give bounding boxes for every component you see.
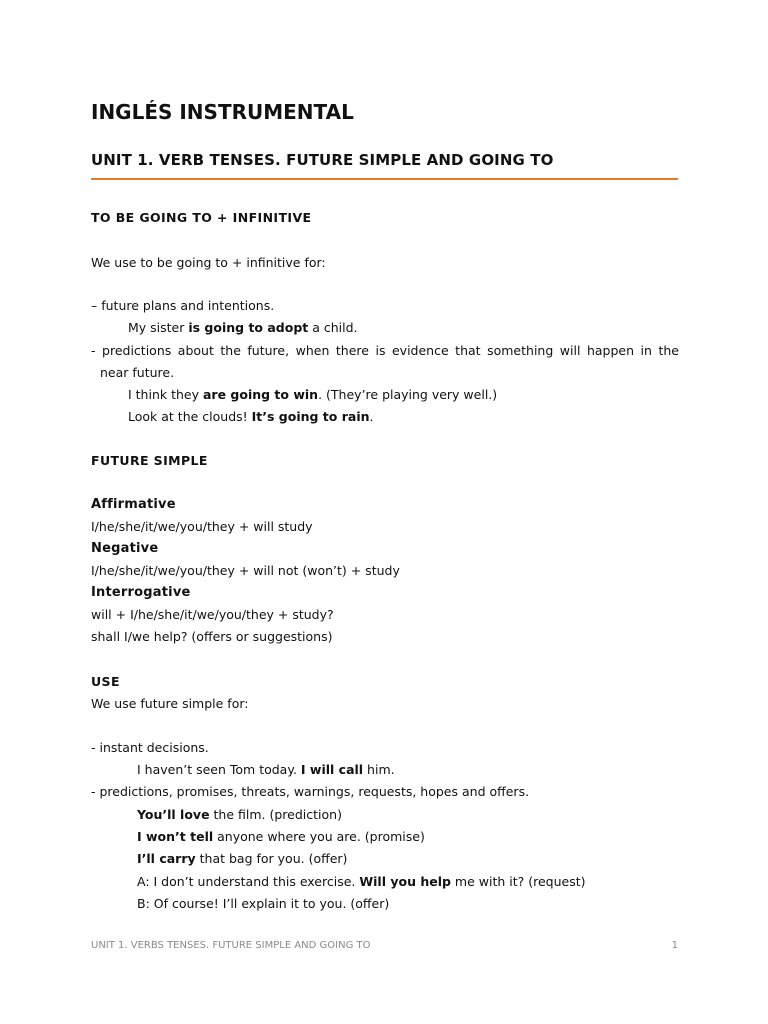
form-label-affirmative: Affirmative (91, 497, 176, 512)
example-text: Look at the clouds! (128, 409, 252, 424)
example-sentence (137, 896, 389, 911)
example-emphasis: It’s going to rain (251, 409, 370, 424)
bullet-item: - instant decisions. (91, 740, 209, 755)
example-sentence (137, 851, 347, 866)
footer-text: UNIT 1. VERBS TENSES. FUTURE SIMPLE AND GOING TO (91, 940, 371, 951)
example-text: me with it? (request) (450, 874, 586, 889)
section-heading-future-simple: FUTURE SIMPLE (91, 453, 208, 468)
example-text: A: I don’t understand this exercise. (137, 874, 360, 889)
example-text: . (369, 409, 374, 424)
form-pattern: shall I/we help? (offers or suggestions) (91, 629, 333, 644)
paragraph: We use future simple for: (91, 696, 249, 711)
title-divider (91, 178, 678, 180)
bullet-item: - predictions, promises, threats, warnings, requests, hopes and offers. (91, 784, 530, 799)
bullet-item (91, 343, 679, 358)
section-heading-use: USE (91, 674, 120, 689)
example-emphasis: I’ll carry (137, 851, 196, 866)
example-sentence (137, 829, 425, 844)
example-text: anyone where you are. (promise) (213, 829, 425, 844)
example-text: that bag for you. (offer) (195, 851, 348, 866)
form-pattern: I/he/she/it/we/you/they + will study (91, 519, 313, 534)
document-title: INGLÉS INSTRUMENTAL (91, 100, 354, 124)
example-emphasis: Will you help (359, 874, 451, 889)
example-emphasis: You’ll love (137, 807, 210, 822)
example-text: a child. (308, 320, 358, 335)
example-sentence (128, 387, 497, 402)
example-text: My sister (128, 320, 189, 335)
example-emphasis: is going to adopt (188, 320, 309, 335)
example-text: B: Of course! I’ll explain it to you. (offer) (137, 896, 390, 911)
unit-title: UNIT 1. VERB TENSES. FUTURE SIMPLE AND GOING TO (91, 151, 554, 169)
example-text: him. (363, 762, 395, 777)
section-heading-going-to: TO BE GOING TO + INFINITIVE (91, 210, 312, 225)
example-sentence (137, 762, 395, 777)
bullet-item: – future plans and intentions. (91, 298, 275, 313)
paragraph: We use to be going to + infinitive for: (91, 255, 326, 270)
page-number: 1 (671, 940, 678, 951)
example-sentence (128, 320, 358, 335)
form-label-negative: Negative (91, 541, 159, 556)
page-footer (91, 940, 678, 951)
bullet-continuation: near future. (100, 365, 175, 380)
form-label-interrogative: Interrogative (91, 585, 191, 600)
example-text: I think they (128, 387, 203, 402)
bullet-text: - predictions about the future, when there is evidence that something will happen in the (91, 343, 679, 358)
example-text: I haven’t seen Tom today. (137, 762, 301, 777)
example-sentence (137, 874, 586, 889)
example-sentence (137, 807, 342, 822)
form-pattern: will + I/he/she/it/we/you/they + study? (91, 607, 334, 622)
example-emphasis: are going to win (202, 387, 319, 402)
form-pattern: I/he/she/it/we/you/they + will not (won’t) + study (91, 563, 400, 578)
example-text: . (They’re playing very well.) (318, 387, 498, 402)
example-emphasis: I won’t tell (137, 829, 214, 844)
example-emphasis: I will call (300, 762, 364, 777)
example-text: the film. (prediction) (209, 807, 342, 822)
example-sentence (128, 409, 374, 424)
